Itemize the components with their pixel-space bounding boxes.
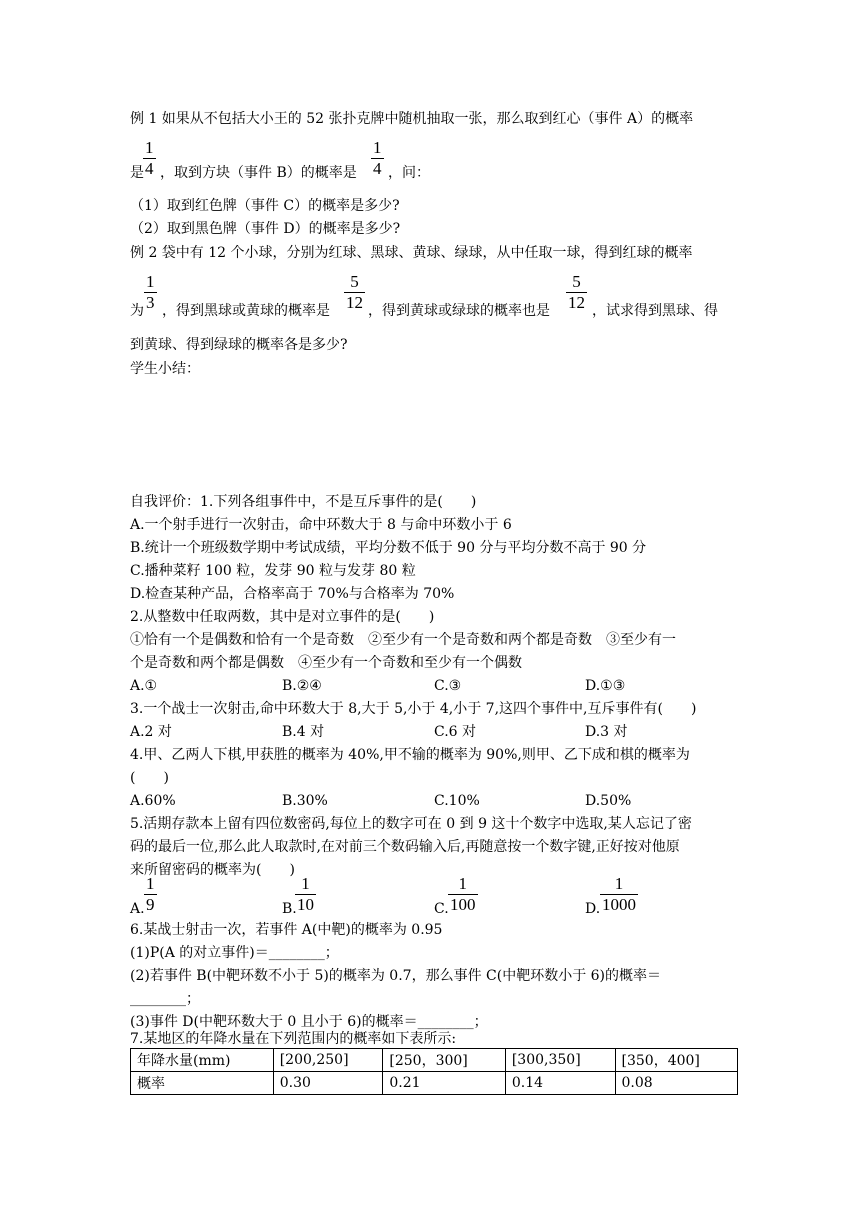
table-cell: 0.21: [383, 1072, 505, 1095]
ex2-text-c: ，得到黄球或绿球的概率也是: [368, 303, 550, 319]
p7-stem: 7.某地区的年降水量在下列范围内的概率如下表所示:: [130, 1031, 457, 1047]
table-cell: 概率: [131, 1072, 274, 1095]
p5-option-b-fraction: [295, 874, 316, 915]
p6-question-3: (3)事件 D(中靶环数大于 0 且小于 6)的概率＝________；: [130, 1014, 488, 1030]
p6-question-1: (1)P(A 的对立事件)＝________；: [130, 945, 339, 961]
ex1-fraction-b: [371, 138, 384, 179]
p5-option-a-fraction: [144, 874, 157, 915]
p1-option-a: A.一个射手进行一次射击，命中环数大于 8 与命中环数小于 6: [130, 517, 512, 533]
fraction-numerator: 1: [145, 138, 154, 157]
fraction-numerator: 5: [566, 272, 587, 293]
p6-question-2-line2: ________；: [130, 991, 200, 1007]
p2-option-d: D.①③: [585, 678, 626, 694]
table-cell: 0.14: [505, 1072, 615, 1095]
student-summary-label: 学生小结：: [130, 361, 200, 377]
fraction-numerator: 1: [146, 874, 155, 893]
fraction-denominator: 1000: [602, 895, 636, 914]
p4-answer-paren: ( ): [130, 770, 169, 786]
p3-option-a: A.2 对: [130, 724, 172, 740]
p2-option-c: C.③: [434, 678, 462, 694]
p2-option-b: B.②④: [282, 678, 322, 694]
p4-option-a: A.60%: [130, 793, 176, 809]
fraction-numerator: 1: [448, 874, 478, 895]
p3-option-b: B.4 对: [282, 724, 325, 740]
p5-option-c-label: C.: [434, 901, 449, 917]
ex2-line3: 到黄球、得到绿球的概率各是多少?: [130, 337, 348, 353]
ex2-fraction-c: [566, 272, 587, 313]
p1-option-c: C.播种菜籽 100 粒，发芽 90 粒与发芽 80 粒: [130, 563, 416, 579]
table-cell: 年降水量(mm): [131, 1049, 274, 1072]
p2-stem: 2.从整数中任取两数，其中是对立事件的是( ): [130, 609, 435, 625]
p4-stem: 4.甲、乙两人下棋,甲获胜的概率为 40%,甲不输的概率为 90%,则甲、乙下成和棋的概率为: [130, 747, 690, 763]
table-cell: [250，300]: [383, 1049, 505, 1072]
fraction-denominator: 12: [346, 293, 363, 312]
fraction-numerator: 5: [344, 272, 365, 293]
ex2-line1: 例 2 袋中有 12 个小球，分别为红球、黑球、黄球、绿球，从中任取一球，得到红球的概率: [130, 245, 693, 261]
p5-line2: 码的最后一位,那么此人取款时,在对前三个数码输入后,再随意按一个数字键,正好按对他原: [130, 839, 680, 855]
ex1-text-c: ，问：: [388, 165, 430, 181]
fraction-denominator: 4: [373, 159, 382, 178]
ex1-question-2: （2）取到黑色牌（事件 D）的概率是多少?: [130, 221, 401, 237]
table-cell: [300,350]: [505, 1049, 615, 1072]
table-cell: [200,250]: [273, 1049, 383, 1072]
p2-option-a: A.①: [130, 678, 158, 694]
ex1-fraction-a: [143, 138, 156, 179]
ex2-text-d: ，试求得到黑球、得: [592, 303, 718, 319]
p2-line2: 个是奇数和两个都是偶数 ④至少有一个奇数和至少有一个偶数: [130, 655, 522, 671]
fraction-denominator: 12: [568, 293, 585, 312]
rainfall-probability-table: [130, 1048, 738, 1095]
table-row: [131, 1072, 738, 1095]
p5-option-a-label: A.: [130, 901, 145, 917]
fraction-denominator: 10: [297, 895, 314, 914]
p4-option-d: D.50%: [585, 793, 632, 809]
p4-option-c: C.10%: [434, 793, 480, 809]
p5-option-b-label: B.: [282, 901, 297, 917]
fraction-numerator: 1: [373, 138, 382, 157]
p1-option-b: B.统计一个班级数学期中考试成绩，平均分数不低于 90 分与平均分数不高于 90 分: [130, 540, 647, 556]
p3-option-c: C.6 对: [434, 724, 477, 740]
table-cell: 0.30: [273, 1072, 383, 1095]
p5-line3: 来所留密码的概率为( ): [130, 862, 295, 878]
p5-option-c-fraction: [448, 874, 478, 915]
ex2-fraction-a: [144, 272, 157, 313]
p3-stem: 3.一个战士一次射击,命中环数大于 8,大于 5,小于 4,小于 7,这四个事件中,互斥事件有( ): [130, 701, 697, 717]
p5-option-d-fraction: [600, 874, 638, 915]
fraction-denominator: 100: [450, 895, 476, 914]
ex2-text-b: ，得到黑球或黄球的概率是: [162, 303, 330, 319]
p4-option-b: B.30%: [282, 793, 328, 809]
ex2-text-a: 为: [130, 303, 144, 319]
table-cell: 0.08: [615, 1072, 737, 1095]
ex1-line1: 例 1 如果从不包括大小王的 52 张扑克牌中随机抽取一张，那么取到红心（事件 A）的概率: [130, 111, 694, 127]
p3-option-d: D.3 对: [585, 724, 628, 740]
p1-option-d: D.检查某种产品，合格率高于 70%与合格率为 70%: [130, 586, 455, 602]
fraction-numerator: 1: [146, 272, 155, 291]
fraction-numerator: 1: [295, 874, 316, 895]
ex1-text-a: 是: [130, 165, 144, 181]
fraction-denominator: 9: [146, 895, 155, 914]
fraction-numerator: 1: [600, 874, 638, 895]
p6-stem: 6.某战士射击一次，若事件 A(中靶)的概率为 0.95: [130, 922, 443, 938]
fraction-denominator: 3: [146, 293, 155, 312]
table-row: [131, 1049, 738, 1072]
p6-question-2-line1: (2)若事件 B(中靶环数不小于 5)的概率为 0.7，那么事件 C(中靶环数小于 6)的概率＝: [130, 968, 662, 984]
ex2-fraction-b: [344, 272, 365, 313]
p5-line1: 5.活期存款本上留有四位数密码,每位上的数字可在 0 到 9 这十个数字中选取,某人忘记了密: [130, 816, 692, 832]
p5-option-d-label: D.: [585, 901, 601, 917]
ex1-question-1: （1）取到红色牌（事件 C）的概率是多少?: [130, 198, 400, 214]
fraction-denominator: 4: [145, 159, 154, 178]
p1-stem: 自我评价：1.下列各组事件中，不是互斥事件的是( ): [130, 494, 477, 510]
p2-line1: ①恰有一个是偶数和恰有一个是奇数 ②至少有一个是奇数和两个都是奇数 ③至少有一: [130, 632, 676, 648]
ex1-text-b: ，取到方块（事件 B）的概率是: [160, 165, 357, 181]
table-cell: [350，400]: [615, 1049, 737, 1072]
